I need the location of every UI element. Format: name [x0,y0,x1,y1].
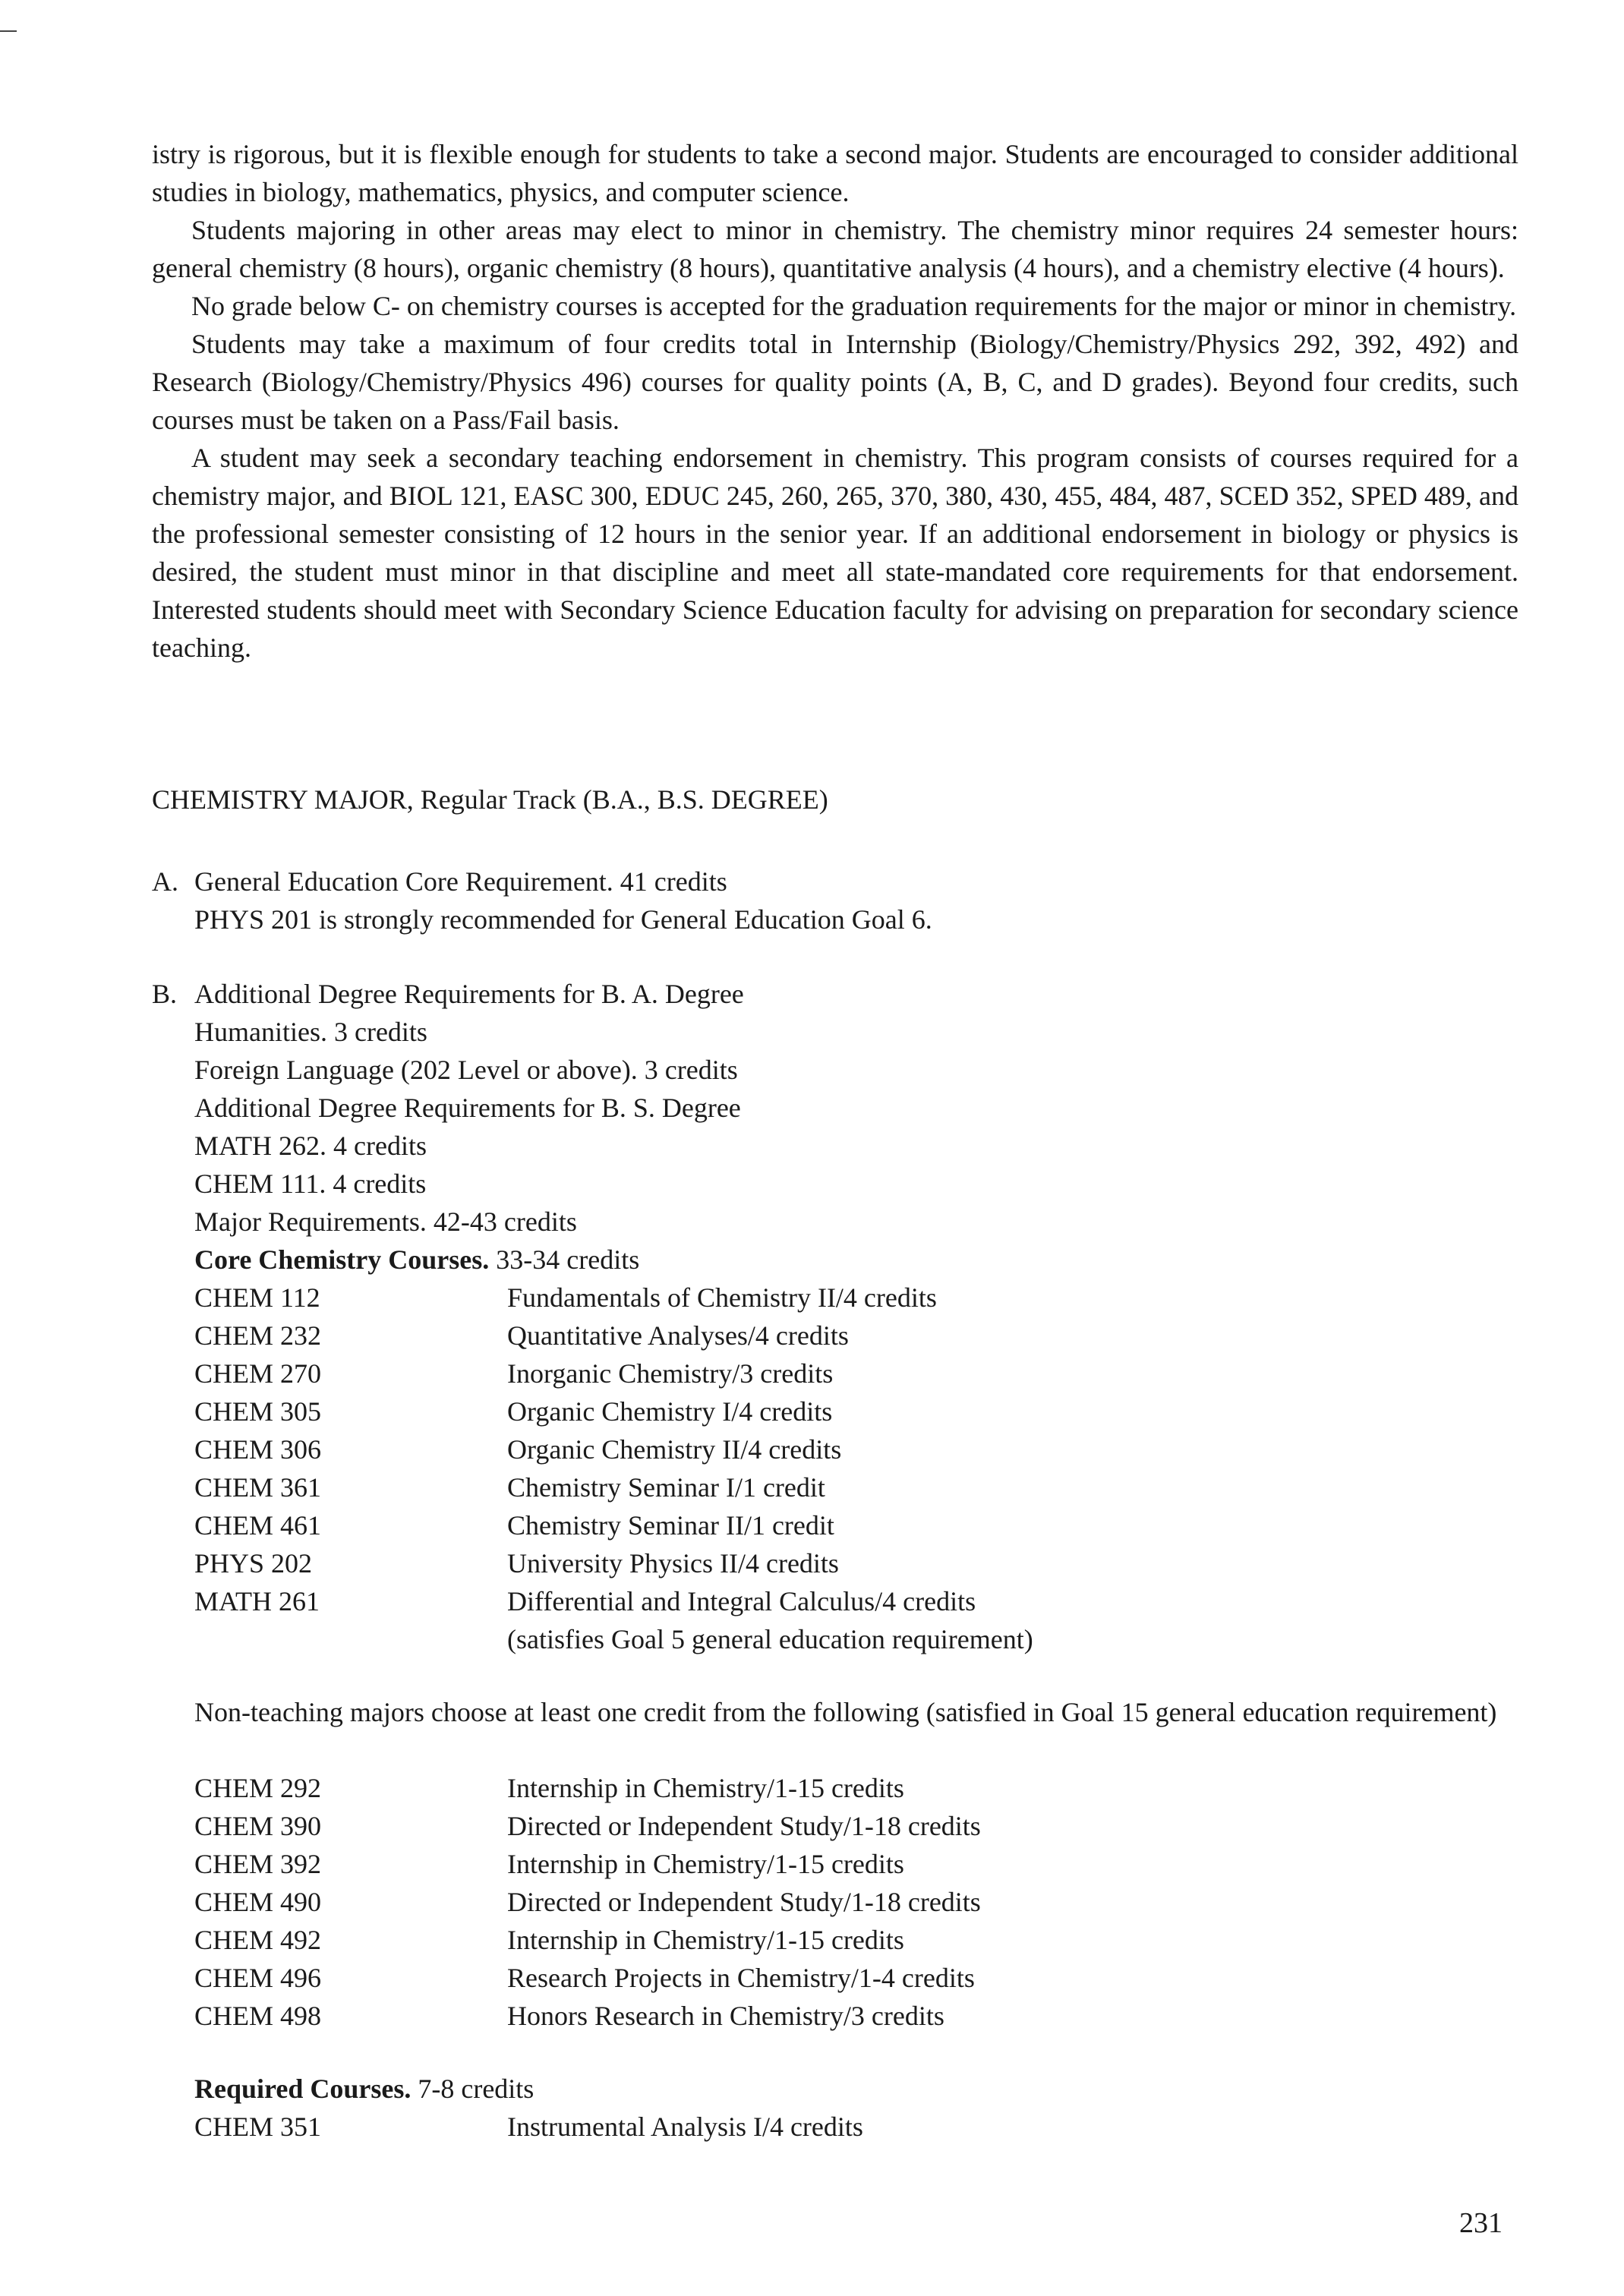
section-a [152,863,932,938]
core-label: Core Chemistry Courses. [194,1244,490,1275]
course-code: CHEM 498 [194,2001,322,2031]
required-label: Required Courses. [194,2074,412,2104]
section-b-line: Additional Degree Requirements for B. A. Degree [194,979,744,1009]
table-row [194,1997,981,2035]
section-b-line: CHEM 111. 4 credits [194,1168,427,1199]
table-row [194,1769,981,1807]
table-row [194,1468,1033,1506]
course-title: University Physics II/4 credits [507,1548,839,1578]
section-a-note: PHYS 201 is strongly recommended for General Education Goal 6. [194,904,932,935]
course-code: CHEM 232 [194,1320,322,1351]
course-title: Internship in Chemistry/1-15 credits [507,1849,904,1879]
intro-paragraph-5: A student may seek a secondary teaching endorsement in chemistry. This program consists of courses required for a chemistry major, and BIOL 121, EASC 300, EDUC 245, 260, 265, 370, 380, 430, 455, 484, 487, SCED 352, SPED 489, and the professional semester consisting of 12 hours in the senior year. If an additional endorsement in biology or physics is desired, the student must minor in that discipline and meet all state-mandated core requirements for that endorsement. Interested students should meet with Secondary Science Education faculty for advising on preparation for secondary science teaching. [152,443,1518,663]
core-credits: 33-34 credits [496,1244,640,1275]
table-row [194,1921,981,1959]
major-heading: CHEMISTRY MAJOR, Regular Track (B.A., B.S. DEGREE) [152,784,828,815]
table-row [194,1355,1033,1392]
course-code: CHEM 112 [194,1282,320,1313]
course-code: PHYS 202 [194,1548,313,1578]
course-code: CHEM 306 [194,1434,322,1465]
section-b-line: Humanities. 3 credits [194,1017,427,1047]
course-code: CHEM 390 [194,1811,322,1841]
course-code: CHEM 392 [194,1849,322,1879]
table-row [194,1845,981,1883]
table-row [194,1279,1033,1317]
core-course-table [194,1279,1033,1658]
table-row [194,1317,1033,1355]
scan-mark [0,30,17,32]
course-title: Instrumental Analysis I/4 credits [507,2112,863,2142]
page-number: 231 [1459,2207,1503,2239]
nonteaching-text: Non-teaching majors choose at least one credit from the following (satisfied in Goal 15 general education requirement) [194,1697,1497,1727]
course-code: CHEM 270 [194,1358,322,1389]
table-row [194,1959,981,1997]
intro-paragraph-4: Students may take a maximum of four credits total in Internship (Biology/Chemistry/Physics 292, 392, 492) and Research (Biology/Chemistry/Physics 496) courses for quality points (A, B, C, and D grades). Beyond four credits, such courses must be taken on a Pass/Fail basis. [152,329,1518,435]
table-row [194,1883,981,1921]
section-b [152,975,744,1279]
table-row [194,1620,1033,1658]
course-code: CHEM 490 [194,1887,322,1917]
course-code: CHEM 305 [194,1396,322,1427]
table-row [194,1582,1033,1620]
course-title: Directed or Independent Study/1-18 credits [507,1811,981,1841]
course-title: Fundamentals of Chemistry II/4 credits [507,1282,937,1313]
section-b-letter: B. [152,979,178,1009]
section-b-line: Foreign Language (202 Level or above). 3 credits [194,1055,738,1085]
course-title: Chemistry Seminar I/1 credit [507,1472,825,1503]
course-title: Internship in Chemistry/1-15 credits [507,1773,904,1803]
course-title: Organic Chemistry II/4 credits [507,1434,842,1465]
section-a-title: General Education Core Requirement. 41 credits [194,866,727,897]
table-row [194,1807,981,1845]
required-credits: 7-8 credits [418,2074,535,2104]
course-title: Honors Research in Chemistry/3 credits [507,2001,944,2031]
table-row [194,1544,1033,1582]
course-title: Research Projects in Chemistry/1-4 credits [507,1963,975,1993]
table-row [194,1506,1033,1544]
course-code: CHEM 461 [194,1510,322,1541]
table-row [194,1430,1033,1468]
course-code: CHEM 496 [194,1963,322,1993]
course-code: CHEM 492 [194,1925,322,1955]
intro-text [152,135,1518,667]
course-code: MATH 261 [194,1586,320,1616]
course-title: Directed or Independent Study/1-18 credits [507,1887,981,1917]
required-courses [194,2070,863,2146]
course-title: Quantitative Analyses/4 credits [507,1320,849,1351]
nonteaching-course-table [194,1769,981,2035]
course-title: Organic Chemistry I/4 credits [507,1396,833,1427]
course-code: CHEM 292 [194,1773,322,1803]
intro-paragraph-1: istry is rigorous, but it is flexible enough for students to take a second major. Students are encouraged to consider additional studies in biology, mathematics, physics, and computer science. [152,139,1518,207]
core-course-note: (satisfies Goal 5 general education requirement) [507,1624,1033,1654]
course-title: Differential and Integral Calculus/4 credits [507,1586,976,1616]
course-title: Internship in Chemistry/1-15 credits [507,1925,904,1955]
intro-paragraph-3: No grade below C- on chemistry courses is accepted for the graduation requirements for the major or minor in chemistry. [191,291,1517,321]
course-code: CHEM 351 [194,2112,322,2142]
section-b-line: Additional Degree Requirements for B. S. Degree [194,1093,741,1123]
course-code: CHEM 361 [194,1472,322,1503]
course-title: Chemistry Seminar II/1 credit [507,1510,834,1541]
table-row [194,1392,1033,1430]
section-a-letter: A. [152,866,178,897]
section-b-line: Major Requirements. 42-43 credits [194,1206,577,1237]
table-row [194,2108,863,2146]
course-title: Inorganic Chemistry/3 credits [507,1358,834,1389]
section-b-line: MATH 262. 4 credits [194,1131,427,1161]
intro-paragraph-2: Students majoring in other areas may elect to minor in chemistry. The chemistry minor requires 24 semester hours: general chemistry (8 hours), organic chemistry (8 hours), quantitative analysis (4 hours), and a chemistry elective (4 hours). [152,215,1518,283]
core-courses-label [152,1241,744,1279]
